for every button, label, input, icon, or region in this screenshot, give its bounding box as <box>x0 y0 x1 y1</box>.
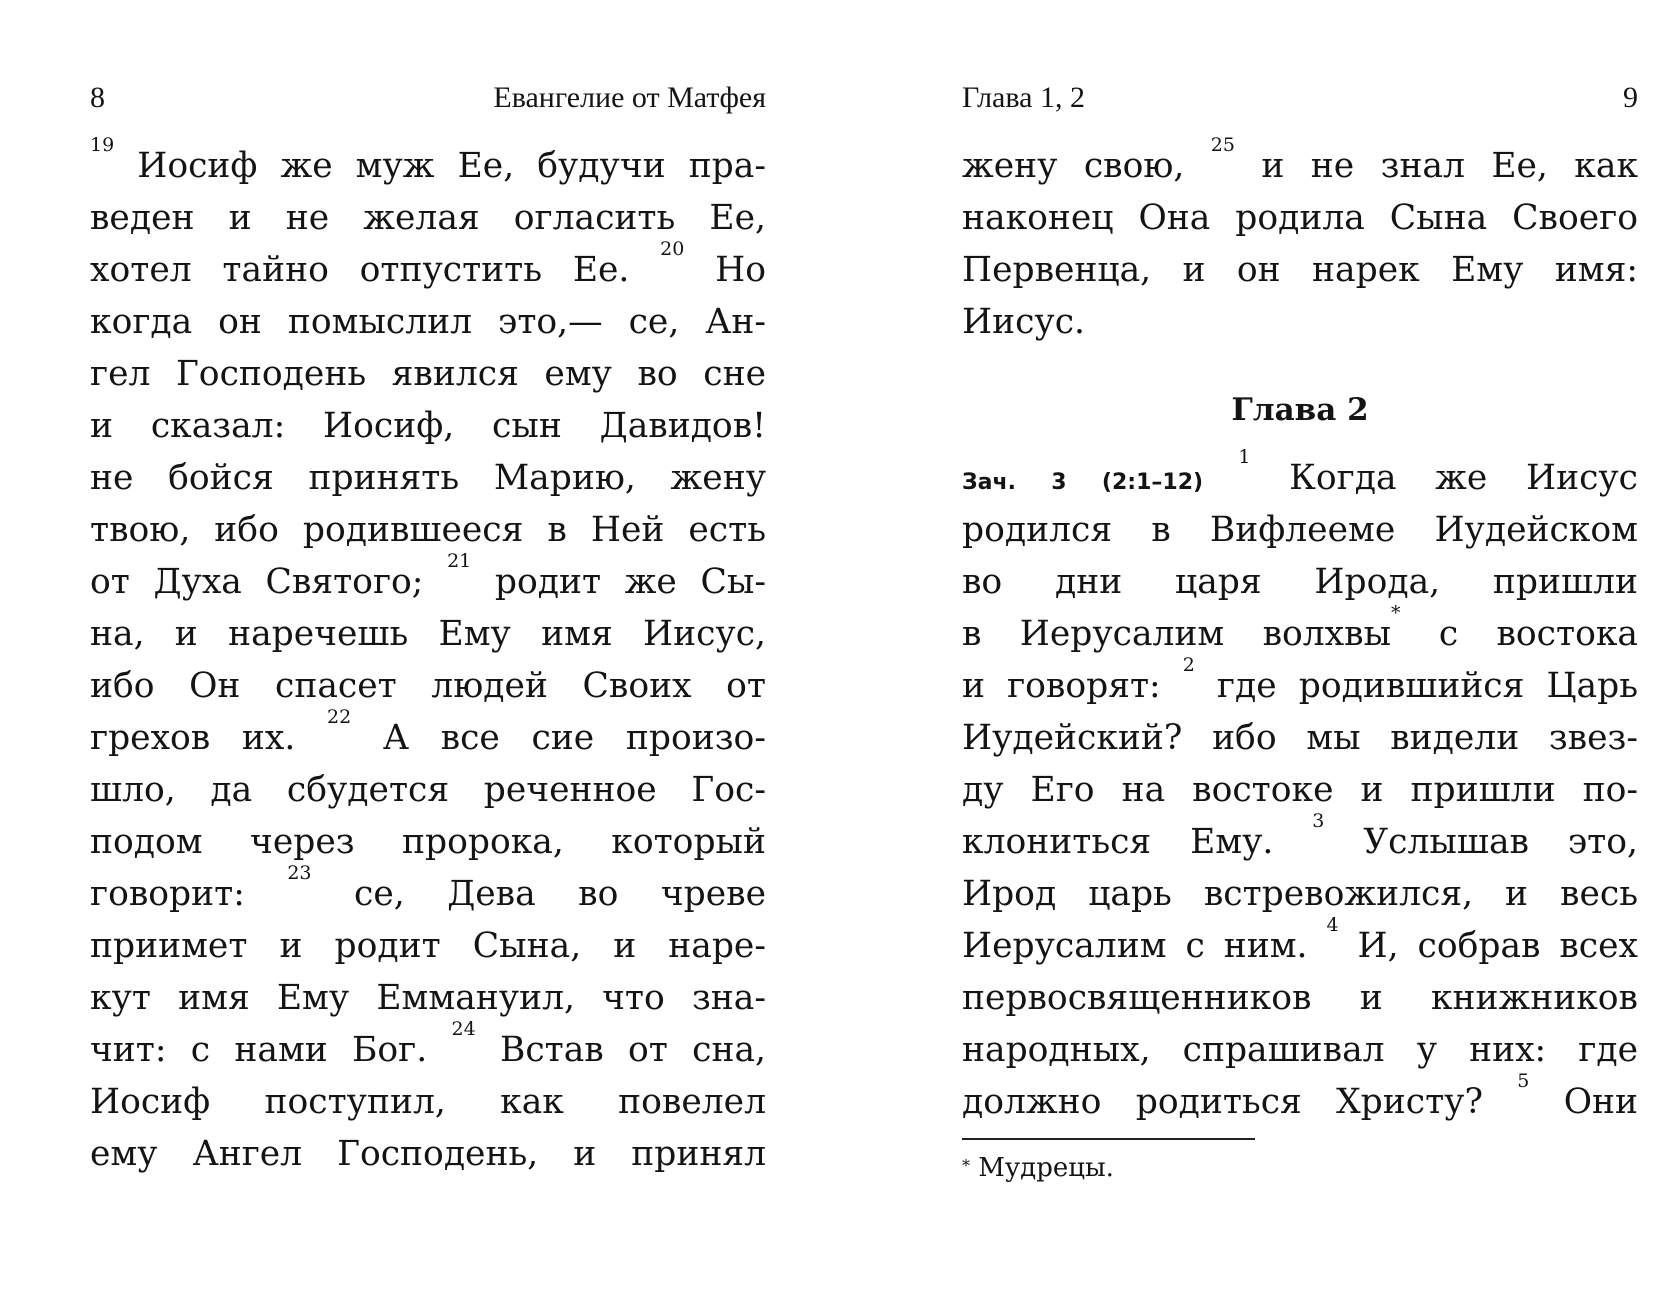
text-segment: должно родиться Христу? <box>962 1082 1518 1122</box>
text-segment: на, и наречешь Ему имя Иисус, <box>90 614 766 654</box>
running-title-left: Евангелие от Матфея <box>493 81 766 114</box>
text-line <box>962 296 1638 348</box>
text-line <box>962 1024 1638 1076</box>
text-segment: и не знал Ее, как <box>1234 146 1639 186</box>
text-line <box>962 134 1639 192</box>
text-line <box>90 400 766 452</box>
footnote-rule <box>962 1138 1255 1140</box>
verse-number: 25 <box>1210 134 1235 156</box>
text-line <box>90 504 766 556</box>
text-line <box>90 452 766 504</box>
text-segment: ему Ангел Господень, и принял <box>90 1134 766 1174</box>
verse-number: 24 <box>451 1018 476 1040</box>
verse-number: 22 <box>327 706 352 728</box>
text-line <box>962 556 1638 608</box>
page-number-left: 8 <box>90 81 105 114</box>
text-segment: народных, спрашивал у них: где <box>962 1030 1638 1070</box>
verse-number: * <box>1391 602 1401 624</box>
text-line <box>90 134 766 192</box>
text-segment: где родившийся Царь <box>1194 666 1638 706</box>
verse-number: 20 <box>660 238 685 260</box>
text-line <box>962 810 1638 868</box>
text-line <box>90 764 766 816</box>
text-segment: шло, да сбудется реченное Гос- <box>90 770 766 810</box>
text-line <box>90 972 766 1024</box>
text-segment: се, Дева во чреве <box>311 874 767 914</box>
text-segment: твою, ибо родившееся в Ней есть <box>90 510 766 550</box>
left-page <box>90 0 766 1290</box>
text-line <box>90 550 767 608</box>
text-segment: родит же Сы- <box>471 562 767 602</box>
verse-number: 21 <box>447 550 472 572</box>
text-line <box>962 654 1638 712</box>
text-segment: Когда же Иисус <box>1250 458 1639 498</box>
text-line <box>962 244 1638 296</box>
verse-number: 4 <box>1326 914 1339 936</box>
text-segment: говорит: <box>90 874 288 914</box>
verse-number: 23 <box>287 862 312 884</box>
text-line <box>962 602 1638 660</box>
running-title-right: Глава 1, 2 <box>962 81 1085 114</box>
text-segment: Иисус. <box>962 302 1085 342</box>
text-line <box>90 660 766 712</box>
text-segment: Иосиф же муж Ее, будучи пра- <box>114 146 766 186</box>
verse-number: 19 <box>90 134 115 156</box>
page-number-right: 9 <box>1623 81 1638 114</box>
left-body-text <box>90 134 767 1180</box>
text-segment: когда он помыслил это,— се, Ан- <box>90 302 766 342</box>
text-segment: наконец Она родила Сына Своего <box>962 198 1638 238</box>
text-segment: Но <box>684 250 766 290</box>
text-segment: И, собрав всех <box>1338 926 1638 966</box>
left-running-head <box>90 78 766 118</box>
text-segment: хотел тайно отпустить Ее. <box>90 250 661 290</box>
text-line <box>90 862 767 920</box>
text-line <box>90 1018 766 1076</box>
verse-number: 2 <box>1182 654 1195 676</box>
text-line <box>90 920 766 972</box>
text-segment: и сказал: Иосиф, сын Давидов! <box>90 406 766 446</box>
text-segment: не бойся принять Марию, жену <box>90 458 766 498</box>
text-segment: клониться Ему. <box>962 822 1313 862</box>
text-segment: приимет и родит Сына, и наре- <box>90 926 766 966</box>
right-body-text-bottom <box>962 446 1639 1128</box>
text-line <box>962 972 1638 1024</box>
text-segment: гел Господень явился ему во сне <box>90 354 766 394</box>
footnote <box>962 1150 1114 1186</box>
text-segment: Иосиф поступил, как повелел <box>90 1082 766 1122</box>
text-line <box>90 348 766 400</box>
text-line <box>90 238 766 296</box>
text-segment: веден и не желая огласить Ее, <box>90 198 766 238</box>
text-line <box>962 764 1638 816</box>
text-segment: и говорят: <box>962 666 1183 706</box>
text-line <box>90 296 766 348</box>
chapter-heading: Глава 2 <box>1231 392 1369 428</box>
text-segment: подом через пророка, который <box>90 822 766 862</box>
right-page <box>962 0 1638 1290</box>
text-line <box>90 816 766 868</box>
footnote-text: Мудрецы. <box>978 1153 1114 1183</box>
text-line <box>90 608 766 660</box>
text-segment: жену свою, <box>962 146 1211 186</box>
verse-number: 5 <box>1517 1070 1530 1092</box>
text-line <box>90 1128 766 1180</box>
text-line <box>962 446 1639 504</box>
text-segment: Первенца, и он нарек Ему имя: <box>962 250 1638 290</box>
text-segment: ибо Он спасет людей Своих от <box>90 666 766 706</box>
text-segment: Иерусалим с ним. <box>962 926 1327 966</box>
text-segment: с востока <box>1400 614 1638 654</box>
text-line <box>962 868 1638 920</box>
text-segment: первосвященников и книжников <box>962 978 1638 1018</box>
text-segment: чит: с нами Бог. <box>90 1030 452 1070</box>
text-line <box>962 712 1638 764</box>
verse-number: 1 <box>1238 446 1251 468</box>
text-segment: ду Его на востоке и пришли по- <box>962 770 1638 810</box>
text-line <box>962 1070 1638 1128</box>
right-body-text-top <box>962 134 1639 348</box>
text-segment: Услышав это, <box>1324 822 1638 862</box>
text-line <box>962 504 1638 556</box>
text-segment: в Иерусалим волхвы <box>962 614 1392 654</box>
text-segment: кут имя Ему Еммануил, что зна- <box>90 978 766 1018</box>
text-segment: грехов их. <box>90 718 327 758</box>
footnote-mark: * <box>962 1156 970 1175</box>
text-segment: Встав от сна, <box>475 1030 766 1070</box>
text-segment: Ирод царь встревожился, и весь <box>962 874 1638 914</box>
text-line <box>962 192 1638 244</box>
text-segment: Иудейский? ибо мы видели звез- <box>962 718 1638 758</box>
reading-label: Зач. 3 (2:1–12) <box>962 470 1239 495</box>
text-segment: во дни царя Ирода, пришли <box>962 562 1638 602</box>
text-line <box>90 706 766 764</box>
text-segment: от Духа Святого; <box>90 562 448 602</box>
text-line <box>962 914 1638 972</box>
text-segment: А все сие произо- <box>351 718 766 758</box>
text-segment: Они <box>1529 1082 1638 1122</box>
text-segment: родился в Вифлееме Иудейском <box>962 510 1638 550</box>
right-running-head <box>962 78 1638 118</box>
text-line <box>90 192 766 244</box>
text-line <box>90 1076 766 1128</box>
verse-number: 3 <box>1312 810 1325 832</box>
